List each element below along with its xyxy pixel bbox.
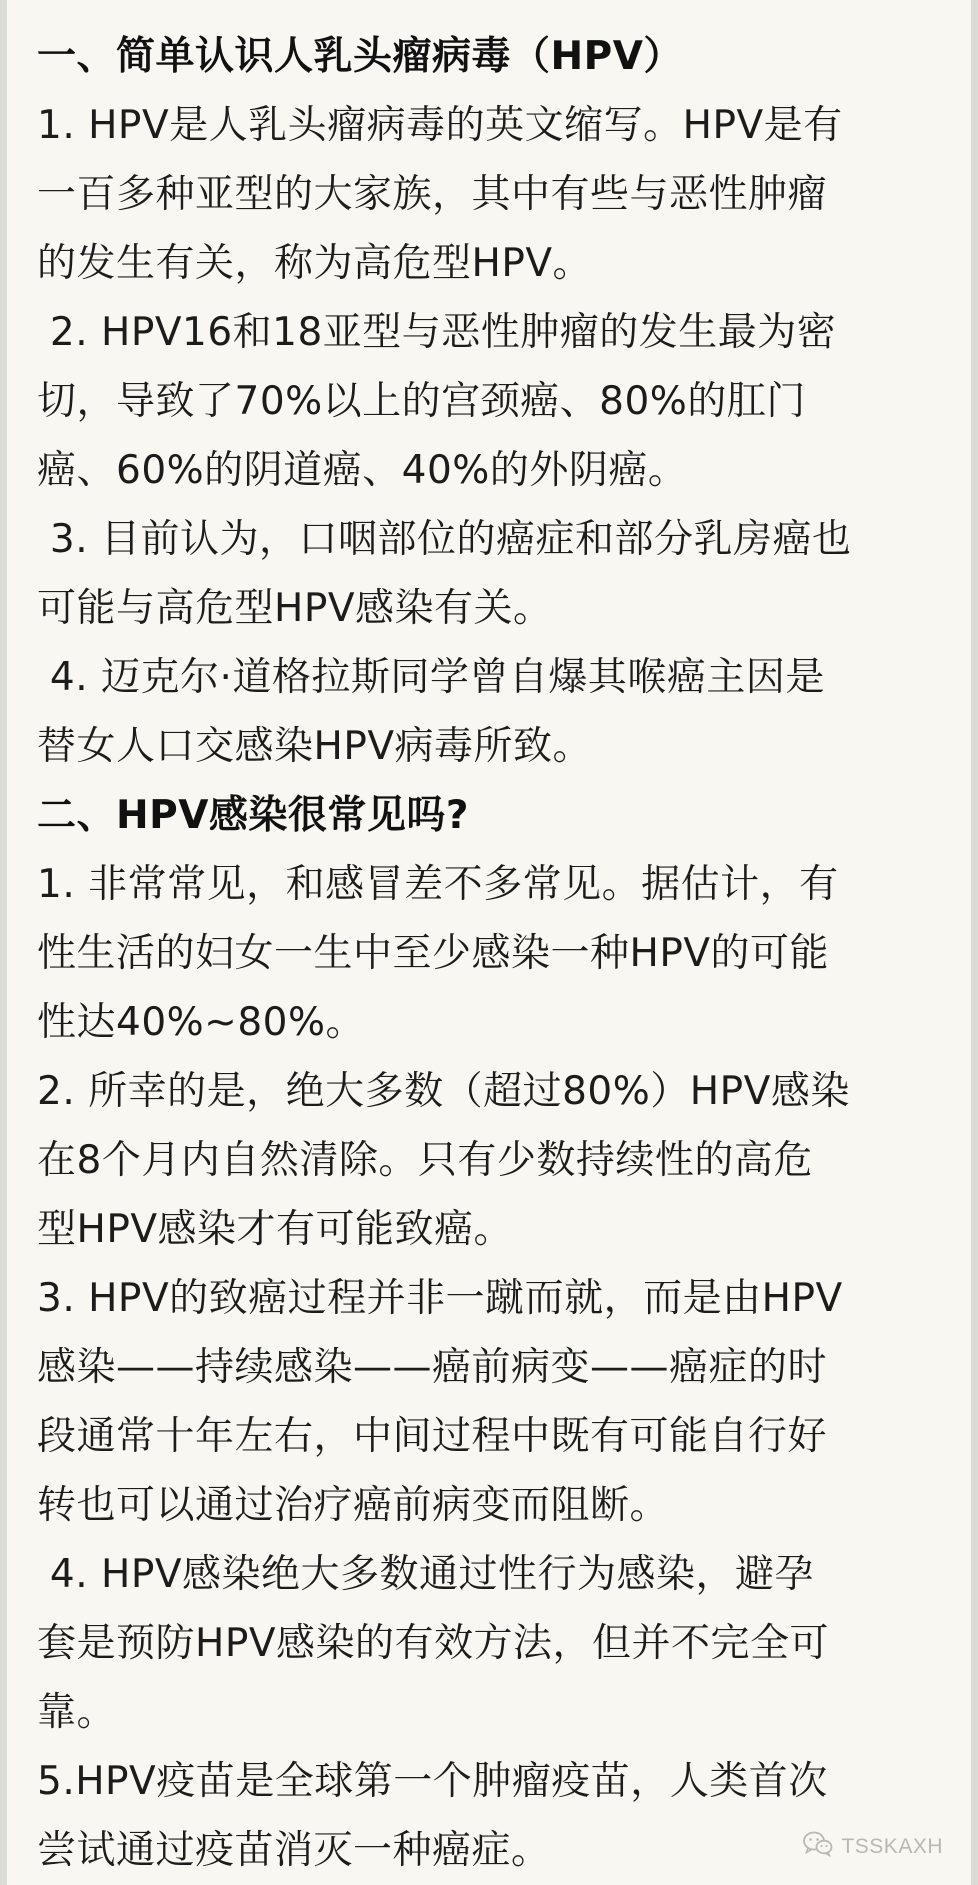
- text-line: 1. HPV是人乳头瘤病毒的英文缩写。HPV是有: [37, 103, 843, 148]
- text-line: 一百多种亚型的大家族，其中有些与恶性肿瘤: [37, 172, 828, 217]
- section-heading: 二、HPV感染很常见吗?: [37, 793, 470, 838]
- text-line: 2. HPV16和18亚型与恶性肿瘤的发生最为密: [37, 310, 837, 355]
- text-line: 靠。: [37, 1690, 117, 1735]
- text-line: 可能与高危型HPV感染有关。: [37, 586, 553, 631]
- text-line: 替女人口交感染HPV病毒所致。: [37, 724, 593, 769]
- article-body: [37, 22, 952, 1885]
- text-line: 5.HPV疫苗是全球第一个肿瘤疫苗，人类首次: [37, 1759, 828, 1804]
- text-line: 在8个月内自然清除。只有少数持续性的高危: [37, 1138, 813, 1183]
- text-line: 2. 所幸的是，绝大多数（超过80%）HPV感染: [37, 1069, 850, 1114]
- wechat-icon: [803, 1831, 833, 1863]
- text-line: 3. HPV的致癌过程并非一蹴而就，而是由HPV: [37, 1276, 843, 1321]
- text-line: 性达40%~80%。: [37, 1000, 366, 1045]
- text-line: 癌、60%的阴道癌、40%的外阴癌。: [37, 448, 688, 493]
- text-line: 3. 目前认为，口咽部位的癌症和部分乳房癌也: [37, 517, 852, 562]
- text-line: 尝试通过疫苗消灭一种癌症。: [37, 1828, 551, 1873]
- text-line: 4. 迈克尔·道格拉斯同学曾自爆其喉癌主因是: [37, 655, 825, 700]
- text-line: 套是预防HPV感染的有效方法，但并不完全可: [37, 1621, 830, 1666]
- text-line: 感染——持续感染——癌前病变——癌症的时: [37, 1345, 828, 1390]
- text-line: 转也可以通过治疗癌前病变而阻断。: [37, 1483, 670, 1528]
- text-line: 型HPV感染才有可能致癌。: [37, 1207, 514, 1252]
- text-line: 切，导致了70%以上的宫颈癌、80%的肛门: [37, 379, 806, 424]
- section-heading: 一、简单认识人乳头瘤病毒（HPV）: [37, 34, 683, 79]
- text-line: 段通常十年左右，中间过程中既有可能自行好: [37, 1414, 828, 1459]
- watermark-text: TSSKAXH: [841, 1835, 943, 1858]
- text-line: 1. 非常常见，和感冒差不多常见。据估计，有: [37, 862, 839, 907]
- text-line: 4. HPV感染绝大多数通过性行为感染，避孕: [37, 1552, 815, 1597]
- text-line: 性生活的妇女一生中至少感染一种HPV的可能: [37, 931, 830, 976]
- text-line: 的发生有关，称为高危型HPV。: [37, 241, 593, 286]
- watermark: [803, 1831, 943, 1863]
